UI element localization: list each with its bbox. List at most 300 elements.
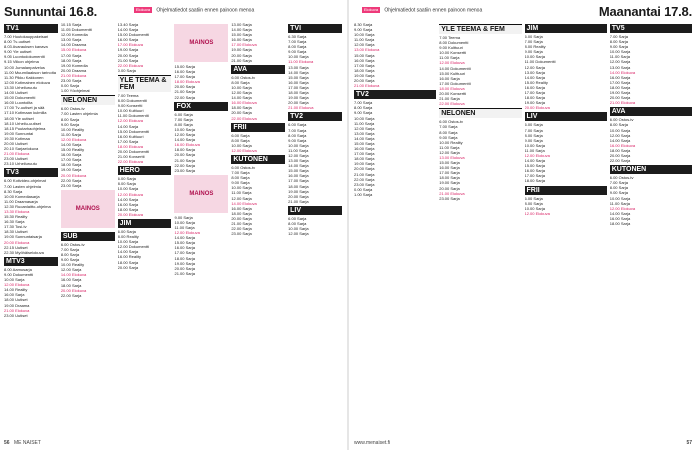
page-header	[4, 4, 342, 20]
program-listing: 1.00 Yöohjelmat	[60, 88, 90, 94]
program-listing: 10.00 Kulttuuri	[117, 108, 144, 114]
program-listing: 14.00 Sarja	[117, 249, 139, 255]
program-listing: 17.00 Sarja	[60, 52, 82, 58]
program-listing: 17.00 Sarja	[288, 178, 309, 184]
channel-header: JIM	[525, 24, 607, 33]
schedule-column	[354, 22, 436, 438]
program-listing: 19.00 Sarja	[439, 180, 460, 186]
program-listing: 15.00 Reality	[524, 79, 548, 85]
program-listing: 23.00 Sarja	[60, 182, 82, 188]
left-page	[0, 0, 346, 450]
program-listing: 6.00 Ostos-tv	[231, 164, 256, 170]
program-listing: 20.00 Sarja	[609, 152, 631, 158]
program-listing: 7.00 Sarja	[609, 34, 628, 39]
program-listing: 10.00 Sarja	[231, 84, 252, 90]
program-listing: 15.00 Reality	[60, 147, 85, 153]
channel-header: AVA	[231, 65, 285, 74]
page-title: Sunnuntai 16.8.	[4, 4, 98, 19]
program-listing: 18.00 Sarja	[174, 147, 195, 153]
program-listing: 10.00 Jumalanpalvelus	[4, 64, 45, 70]
program-listing: 10.00 Komediasarja	[4, 193, 40, 199]
program-listing: 11.00 Sarja	[288, 147, 309, 153]
program-listing-film: 14.00 Elokuva	[609, 69, 636, 75]
program-listing: 8.00 Dokumentti	[439, 40, 469, 46]
program-listing: 13.40 Sarja	[117, 22, 139, 27]
program-listing-film: 12.00 Elokuva	[231, 147, 257, 153]
program-listing: 16.00 Sarja	[524, 84, 545, 90]
program-listing: 18.00 Sarja	[609, 84, 631, 90]
program-listing: 8.00 Reality	[117, 234, 139, 240]
schedule-column	[231, 22, 285, 438]
schedule-column	[439, 22, 521, 438]
program-listing: 9.00 Sarja	[609, 44, 628, 50]
program-listing: 18.10 Urheilu-uutiset	[4, 120, 41, 126]
program-listing: 10.00 Sarja	[609, 195, 631, 201]
program-listing: 17.00 Dokumentti	[439, 80, 471, 86]
program-listing: 8.00 Sarja	[609, 39, 628, 45]
program-listing: 20.00 Sarja	[174, 265, 195, 271]
program-listing: 19.00 Sarja	[117, 47, 139, 53]
program-listing: 20.00 Sarja	[354, 166, 375, 172]
program-listing-film: 20.00 Elokuva	[117, 211, 144, 217]
program-listing: 22.00 Sarja	[231, 226, 252, 232]
program-listing: 6.00 Sarja	[524, 34, 543, 39]
program-listing: 7.00 Sarja	[524, 127, 543, 133]
program-listing: 16.30 Sarja	[4, 219, 25, 225]
program-listing: 8.00 Aamusarja	[4, 266, 32, 272]
program-listing: 16.00 Sarja	[117, 201, 139, 207]
program-listing-film: 21.00 Elokuva	[609, 100, 636, 106]
program-listing: 20.00 Sarja	[609, 95, 631, 101]
program-listing: 15.00 Sarja	[354, 52, 375, 58]
program-listing: 18.30 Uutiset	[4, 229, 28, 235]
program-listing: 19.00 Komedia	[60, 62, 88, 68]
program-listing: 16.00 Sarja	[439, 165, 460, 171]
program-listing: 8.00 Sarja	[231, 79, 250, 85]
program-listing: 16.00 Sarja	[60, 152, 82, 158]
program-listing: 21.00 Sarja	[354, 171, 375, 177]
program-listing: 12.00 Komedia	[60, 32, 88, 38]
program-listing: 15.00 Sarja	[439, 160, 460, 166]
program-listing: 6.30 Sarja	[288, 34, 307, 39]
program-listing: 18.00 Sarja	[288, 90, 309, 96]
page-number: 57	[686, 440, 692, 446]
program-listing: 11.00 Sarja	[524, 147, 545, 153]
program-listing-film: 21.00 Elokuva	[439, 190, 465, 196]
program-listing: 8.30 Sarja	[354, 22, 373, 27]
program-listing: 14.00 Sarja	[609, 137, 631, 143]
program-listing-film: 16.00 Elokuva	[174, 142, 200, 148]
program-listing-film: 12.00 Elokuva	[60, 136, 87, 142]
program-listing: 7.00 Teema	[117, 92, 139, 98]
program-listing: 9.00 Sarja	[439, 134, 458, 140]
program-listing: 20.00 Sarja	[117, 52, 139, 58]
program-listing: 10.00 Sarja	[117, 186, 139, 192]
program-listing: 13.00 Sarja	[354, 130, 375, 136]
program-listing: 7.00 Lasten ohjelmia	[60, 111, 98, 117]
program-listing: 14.00 Reality	[4, 287, 28, 293]
program-listing-film: 17.00 Elokuva	[117, 42, 144, 48]
program-listing: 19.00 Sarja	[174, 260, 195, 266]
program-listing: 9.00 Sarja	[174, 214, 193, 220]
program-listing: 12.00 Sarja	[354, 125, 375, 131]
program-listing: 10.00 Sarja	[231, 185, 252, 191]
program-listing: 8.00 Sarja	[609, 185, 628, 191]
program-listing: 11.00 Dokumentti	[524, 59, 556, 65]
program-listing: 12.00 Sarja	[524, 64, 545, 70]
program-listing: 12.00 Sarja	[174, 132, 195, 138]
program-listing-film: 12.00 Elokuva	[117, 191, 144, 197]
program-listing: 16.00 Sarja	[174, 245, 195, 251]
program-listing-film: 17.00 Elokuva	[231, 42, 257, 48]
program-listing: 17.00 Sarja	[354, 151, 375, 157]
schedule-column	[525, 22, 607, 438]
program-listing: 7.00 Teema	[439, 35, 461, 40]
program-listing: 18.00 Sarja	[524, 95, 545, 101]
program-listing: 8.00 Sarja	[609, 122, 628, 128]
program-listing: 20.00 Sarja	[117, 264, 139, 270]
page-footer	[4, 440, 342, 448]
channel-header: HERO	[118, 166, 172, 175]
program-listing: 10.00 Sarja	[231, 142, 252, 148]
program-listing: 9.00 Yle uutiset	[4, 49, 32, 55]
program-listing: 19.00 Sarja	[288, 188, 309, 194]
program-listing: 20.00 Dokumentti	[117, 148, 150, 154]
program-listing: 22.00 Sarja	[609, 158, 631, 164]
program-listing: 20.00 Uutiset	[4, 140, 28, 146]
channel-header: FRII	[231, 123, 285, 132]
program-listing: 14.00 Uutiset	[4, 90, 28, 96]
program-listing: 6.00 Ostos-tv	[60, 106, 85, 112]
advertisement: MAINOS	[61, 190, 115, 228]
program-listing: 15.00 Sarja	[174, 64, 195, 69]
program-listing: 19.00 Draama	[4, 302, 30, 308]
program-listing: 6.00 Sarja	[117, 229, 136, 234]
program-listing: 16.00 Sarja	[174, 69, 195, 75]
program-listing: 18.00 Sarja	[354, 67, 375, 73]
program-listing: 12.30 Ruoanlaitto-ohjelma	[4, 203, 51, 209]
program-listing: 18.00 Sarja	[288, 183, 309, 189]
program-listing: 13.00 Sarja	[60, 37, 82, 43]
program-listing: 18.00 Sarja	[439, 175, 460, 181]
program-listing: 17.00 Sarja	[174, 74, 195, 80]
program-listing-film: 22.00 Elokuva	[231, 115, 257, 121]
program-listing: 8.30 Sarja	[4, 188, 23, 194]
program-listing: 11.00 Muumilaakson tarinoita	[4, 69, 56, 75]
program-listing: 14.00 Sarja	[117, 27, 139, 33]
program-listing: 0.00 Sarja	[60, 83, 80, 89]
program-listing: 12.00 Kotimainen elokuva	[4, 79, 51, 85]
program-listing: 6.00 Sarja	[174, 111, 193, 117]
program-listing: 6.00 Sarja	[231, 132, 250, 138]
program-listing: 19.00 Sarja	[524, 100, 545, 106]
program-listing: 18.00 Sarja	[174, 255, 195, 261]
program-listing: 10.00 Reality	[60, 262, 85, 268]
program-listing: 19.00 Sunnuntaisarja	[4, 234, 42, 240]
program-listing: 11.30 Pikku Kakkonen	[4, 74, 44, 80]
program-listing: 11.00 Sarja	[354, 120, 375, 126]
program-listing: 12.00 Sarja	[439, 149, 460, 155]
program-listing-film: 13.00 Elokuva	[439, 154, 465, 160]
program-listing-film: 13.30 Elokuva	[4, 209, 30, 214]
program-listing: 14.00 Sarja	[117, 196, 139, 202]
program-listing: 11.00 Sarja	[60, 131, 81, 137]
program-listing: 10.00 Sarja	[609, 49, 631, 55]
legend	[134, 7, 254, 13]
channel-header: KUTONEN	[231, 155, 285, 164]
program-listing: 10.00 Sarja	[117, 239, 139, 245]
program-listing: 15.00 Dokumentti	[4, 95, 36, 101]
program-listing: 16.00 Luontoilta	[4, 100, 33, 106]
program-listing: 20.00 Sarja	[288, 193, 309, 199]
program-listing-film: 12.00 Elokuva	[117, 118, 144, 124]
program-listing: 7.00 Lasten ohjelmia	[4, 183, 41, 189]
page-header	[354, 4, 692, 20]
program-listing: 13.00 Sarja	[288, 64, 309, 70]
program-listing: 23.00 Sarja	[231, 231, 252, 237]
program-listing: 16.00 Sarja	[439, 75, 460, 81]
program-listing: 17.00 Sarja	[288, 84, 309, 90]
program-listing: 8.00 Sarja	[288, 44, 307, 50]
program-listing: 18.00 Sarja	[60, 162, 82, 168]
program-listing: 23.00 Sarja	[439, 195, 460, 201]
page-footer	[354, 440, 692, 448]
program-listing: 17.00 Sarja	[524, 90, 545, 96]
channel-header: KUTONEN	[610, 165, 692, 174]
program-listing-film: 21.00 Elokuva	[4, 151, 30, 157]
program-listing: 20.00 Sarja	[231, 110, 252, 116]
program-listing: 8.00 Reality	[524, 44, 546, 50]
program-listing: 10.00 Konsertti	[439, 50, 467, 56]
program-listing: 6.00 Sarja	[524, 195, 543, 201]
page-number: 56	[4, 440, 10, 446]
program-listing: 17.10 Kotimaan kulmilla	[4, 110, 47, 116]
program-listing: 10.00 Sarja	[609, 127, 631, 133]
program-listing-film: 16.00 Elokuva	[609, 142, 636, 148]
program-listing: 11.00 Sarja	[354, 37, 375, 43]
program-listing: 13.00 Sarja	[609, 64, 631, 70]
program-listing-film: 21.00 Elokuva	[288, 105, 314, 111]
program-listing-film: 14.00 Elokuva	[231, 200, 257, 206]
schedule-column	[118, 22, 172, 438]
program-listing: 14.00 Sarja	[231, 95, 252, 101]
program-listing: 14.00 Draama	[60, 42, 87, 48]
legend	[362, 7, 482, 13]
schedule-columns	[354, 22, 692, 438]
program-listing: 19.00 Sarja	[60, 167, 82, 173]
program-listing: 10.00 Reality	[60, 126, 85, 132]
program-listing: 12.00 Sarja	[288, 231, 309, 237]
program-listing: 17.00 Sarja	[174, 250, 195, 256]
program-listing: 22.00 Sarja	[60, 292, 82, 298]
program-listing: 8.00 Sarja	[231, 175, 250, 181]
program-listing-film: 16.00 Elokuva	[231, 100, 257, 106]
program-listing: 19.00 Sarja	[231, 47, 252, 53]
program-listing: 11.00 Draamasarja	[4, 198, 38, 204]
program-listing: 10.00 Reality	[439, 139, 463, 145]
program-listing-film: 13.00 Elokuva	[354, 47, 380, 53]
legend-badge: Elokuva	[363, 7, 379, 12]
program-listing: 15.00 Sarja	[174, 240, 195, 246]
program-listing: 6.00 Ostos-tv	[609, 175, 634, 181]
program-listing: 21.00 Sarja	[174, 157, 195, 163]
program-listing: 9.00 Sarja	[288, 49, 307, 55]
program-listing: 14.00 Sarja	[524, 158, 545, 164]
program-listing: 8.00 Sarja	[524, 132, 543, 138]
footer-text: www.menaiset.fi	[354, 440, 391, 446]
program-listing: 6.00 Sarja	[524, 122, 543, 128]
program-listing: 13.00 Sarja	[231, 22, 252, 27]
program-listing: 11.00 Sarja	[174, 224, 195, 230]
program-listing: 7.00 Sarja	[60, 246, 80, 252]
program-listing-film: 21.00 Elokuva	[354, 83, 380, 89]
program-listing: 8.00 Sarja	[60, 116, 80, 122]
program-listing: 9.00 Sarja	[524, 137, 543, 143]
program-listing: 9.00 Konsertti	[117, 103, 143, 109]
program-listing-film: 22.00 Elokuva	[117, 159, 144, 165]
program-listing: 18.00 Sarja	[609, 147, 631, 153]
program-listing: 0.00 Sarja	[117, 67, 136, 73]
program-listing: 15.00 Sarja	[354, 140, 375, 146]
program-listing: 9.15 Viikon ohjelma	[4, 59, 39, 65]
program-listing: 8.00 Sarja	[439, 129, 458, 135]
program-listing: 7.00 Sarja	[524, 39, 543, 45]
program-listing: 22.00 Sarja	[174, 162, 195, 168]
program-listing: 6.00 Kotivideo-ohjelmat	[4, 178, 46, 184]
program-listing: 10.00 Sarja	[288, 142, 309, 148]
program-listing: 18.00 Sarja	[609, 221, 631, 226]
channel-header: FRII	[525, 186, 607, 195]
program-listing: 10.00 Sarja	[288, 226, 309, 232]
program-listing: 10.00 Sarja	[524, 205, 545, 211]
program-listing-film: 21.00 Elokuva	[60, 72, 87, 78]
program-listing: 18.00 Sarja	[60, 57, 82, 63]
legend-badge: Elokuva	[135, 7, 151, 12]
program-listing: 21.00 Konsertti	[117, 154, 145, 160]
program-listing: 20.00 Sarja	[231, 52, 252, 58]
program-listing: 15.00 Sarja	[524, 163, 545, 169]
program-listing-film: 12.00 Elokuva	[174, 230, 200, 236]
program-listing: 9.05 Luontodokumentti	[4, 54, 45, 60]
channel-header: NELONEN	[61, 95, 115, 105]
channel-header: SUB	[61, 232, 115, 241]
program-listing: 1.00 Sarja	[354, 191, 373, 197]
program-listing: 7.00 Huutokauppakeisari	[4, 34, 49, 39]
program-listing: 14.00 Sarja	[288, 163, 309, 169]
program-listing-film: 12.00 Elokuva	[524, 210, 550, 216]
program-listing: 10.00 Sarja	[524, 142, 545, 148]
program-listing: 9.00 Sarja	[609, 190, 628, 196]
program-listing: 16.00 Sarja	[609, 215, 631, 221]
program-listing: 22.30 Myöhäiselokuva	[4, 249, 44, 255]
program-listing: 14.00 Sarja	[174, 137, 195, 143]
program-listing: 22.00 Sarja	[60, 177, 82, 183]
program-listing: 15.00 Dokumentti	[117, 32, 150, 38]
program-listing-film: 12.00 Elokuva	[609, 205, 636, 211]
program-listing: 16.00 Kulttuuri	[117, 133, 144, 139]
channel-header: TV1	[4, 24, 58, 33]
right-page	[350, 0, 696, 450]
program-listing: 16.00 Reality	[117, 254, 142, 260]
program-listing: 16.00 Sarja	[354, 57, 375, 63]
program-listing: 18.00 Sarja	[231, 105, 252, 111]
program-listing: 19.00 Sarja	[354, 161, 375, 167]
program-listing: 16.00 Sarja	[288, 79, 309, 85]
channel-header: YLE TEEMA & FEM	[118, 75, 172, 92]
program-listing: 12.00 Sarja	[60, 267, 82, 273]
program-listing: 19.00 Sarja	[609, 90, 631, 96]
program-listing: 7.00 Sarja	[174, 116, 193, 122]
program-listing: 12.00 Sarja	[231, 195, 252, 201]
channel-header: LIV	[525, 112, 607, 121]
program-listing: 20.00 Sarja	[174, 152, 195, 158]
schedule-column	[61, 22, 115, 438]
program-listing: 16.00 Sarja	[117, 37, 139, 43]
program-listing: 23.00 Sarja	[174, 167, 195, 173]
program-listing: 6.00 Ostos-tv	[609, 117, 634, 123]
program-listing: 23.00 Sarja	[354, 181, 375, 187]
schedule-column	[288, 22, 342, 438]
program-listing: 18.00 Sarja	[117, 259, 139, 265]
program-listing: 11.00 Sarja	[231, 190, 252, 196]
program-listing: 6.00 Ostos-tv	[231, 74, 256, 80]
program-listing: 11.00 Sarja	[439, 144, 460, 150]
program-listing: 10.15 Sarja	[60, 22, 82, 27]
program-listing: 21.00 Sarja	[231, 57, 252, 63]
program-listing: 10.00 Sarja	[174, 219, 195, 225]
footer-text: ME NAISET	[14, 440, 41, 446]
program-listing: 23.00 Uutiset	[4, 156, 28, 162]
program-listing: 18.00 Sarja	[60, 282, 82, 288]
program-listing: 10.00 Sarja	[4, 277, 25, 283]
program-listing: 14.00 Sarja	[60, 141, 82, 147]
page-fold	[347, 0, 349, 450]
program-listing: 13.00 Sarja	[288, 158, 309, 164]
program-listing: 17.00 Sarja	[439, 170, 460, 176]
program-listing: 8.00 Sarja	[288, 221, 307, 226]
program-listing: 18.00 Sarja	[524, 178, 545, 184]
program-listing: 23.00 Sarja	[60, 78, 82, 84]
program-listing: 21.00 Sarja	[174, 270, 195, 276]
program-listing: 6.00 Sarja	[117, 176, 136, 182]
program-listing: 12.00 Dokumentti	[117, 244, 150, 250]
program-listing-film: 20.00 Elokuva	[4, 239, 30, 245]
program-listing: 18.00 Yle uutiset	[4, 115, 34, 121]
program-listing: 11.00 Dokumentti	[117, 113, 149, 119]
program-listing: 16.00 Sarja	[60, 277, 82, 283]
program-listing: 10.00 Sarja	[354, 32, 375, 38]
channel-header: FOX	[174, 102, 228, 111]
program-listing: 22.00 Sarja	[174, 94, 195, 100]
schedule-column	[174, 22, 228, 438]
program-listing: 12.00 Sarja	[354, 42, 375, 48]
program-listing: 9.00 Dokumentti	[4, 271, 34, 277]
program-listing: 16.00 Sarja	[4, 292, 25, 298]
program-listing: 20.00 Sarja	[231, 215, 252, 221]
schedule-column	[610, 22, 692, 438]
program-listing: 7.00 Sarja	[231, 170, 250, 176]
program-listing: 21.00 Sarja	[117, 57, 139, 63]
program-listing: 17.00 Sarja	[524, 173, 545, 179]
program-listing-film: 11.00 Elokuva	[288, 59, 314, 65]
program-listing: 8.00 Tv-uutiset	[4, 39, 31, 45]
program-listing: 19.00 Sunnuntai	[4, 130, 34, 136]
program-listing: 18.15 Puutarhaohjelma	[4, 125, 46, 131]
advertisement: MAINOS	[174, 175, 228, 213]
program-listing: 9.00 Sarja	[354, 110, 373, 116]
program-listing: 17.00 Sarja	[60, 157, 82, 163]
program-listing: 17.00 Sarja	[609, 79, 631, 85]
